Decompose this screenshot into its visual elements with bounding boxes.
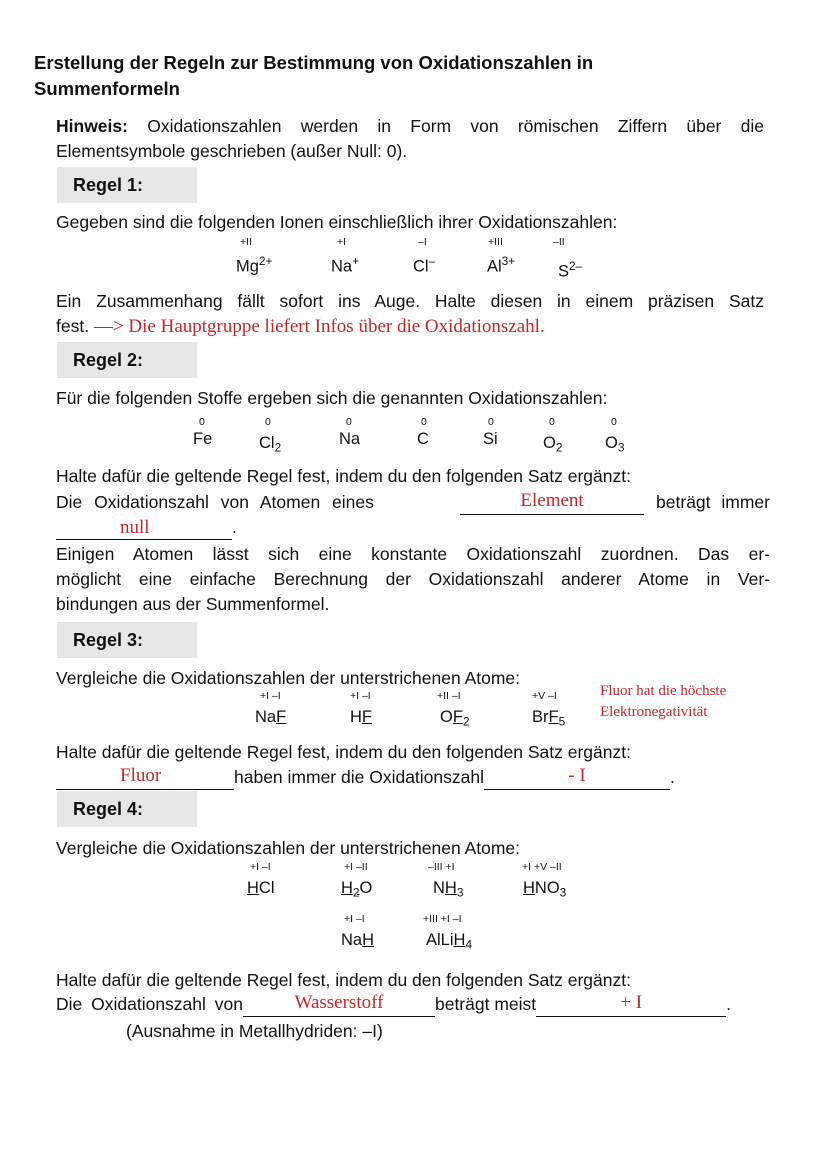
compound-naf: NaF (255, 708, 287, 726)
regel-4-fill-value: + I (536, 992, 726, 1017)
compound-hno3: $HNO_3$ (523, 879, 567, 900)
compound-nah: NaH (341, 931, 375, 949)
regel-4-label: Regel 4: (57, 791, 197, 827)
substance-o3: $O_3$ (605, 434, 625, 455)
regel-2-sentence: Die Oxidationszahl von Atomen eines Element beträgt immer (56, 490, 770, 515)
regel-3-label: Regel 3: (57, 622, 197, 658)
substance-o2: $O_2$ (543, 434, 563, 455)
regel-2-fill-null: null (56, 517, 232, 540)
substance-fe: Fe (193, 430, 213, 448)
substance-cl2: $Cl_2$ (259, 434, 282, 455)
compound-nh3: $NH_3$ (433, 879, 464, 900)
regel-2-rule-intro: Halte dafür die geltende Regel fest, indem du den folgenden Satz ergänzt: (56, 466, 631, 486)
compound-brf5: BrF$_5$ (532, 708, 566, 729)
ion-cl: Cl– (413, 254, 436, 276)
compound-of2: $OF_2$ (440, 708, 470, 729)
regel-4-rule-intro: Halte dafür die geltende Regel fest, indem du den folgenden Satz ergänzt: (56, 970, 631, 990)
regel-1-answer: —> Die Hauptgruppe liefert Infos über die Oxidationszahl. (93, 316, 545, 337)
ion-al: $Al^{3+}$ (487, 254, 516, 276)
substance-c: C (417, 430, 429, 448)
regel-2-paragraph: Einigen Atomen lässt sich eine konstante Oxidationszahl zuordnen. Das er- möglicht eine einfache Berechnung der Oxidationszahl anderer Atome in Ver- bindungen aus der Summenformel. (56, 544, 770, 614)
regel-3-intro: Vergleiche die Oxidationszahlen der unterstrichenen Atome: (56, 668, 521, 688)
regel-4-sentence: Die Oxidationszahl von Wasserstoff beträgt meist + I . (56, 992, 731, 1017)
ion-s: $S^{2-}$ (558, 259, 583, 281)
regel-4-exception: (Ausnahme in Metallhydriden: –I) (126, 1021, 383, 1041)
compound-hcl: HCl (247, 879, 275, 897)
regel-1-text: Ein Zusammenhang fällt sofort ins Auge. Halte diesen in einem präzisen Satz fest. —> Die Hauptgruppe liefert Infos über die Oxidationszahl. (56, 291, 764, 337)
ion-mg: $Mg^{2+}$ (236, 254, 273, 276)
compound-h2o: $H_2O$ (341, 879, 373, 900)
regel-3-fill-value: - I (484, 765, 670, 790)
hint-line1: Hinweis: Oxidationszahlen werden in Form von römischen Ziffern über die (56, 116, 764, 136)
regel-2-intro: Für die folgenden Stoffe ergeben sich die genannten Oxidationszahlen: (56, 388, 608, 408)
substance-na: Na (339, 430, 361, 448)
regel-3-note: Fluor hat die höchste Elektronegativität (600, 683, 727, 720)
regel-4-fill-wasserstoff: Wasserstoff (243, 992, 435, 1017)
hint-paragraph: Hinweis: Oxidationszahlen werden in Form von römischen Ziffern über die Elementsymbole geschrieben (außer Null: 0). (56, 116, 764, 161)
regel-3-rule-intro: Halte dafür die geltende Regel fest, indem du den folgenden Satz ergänzt: (56, 742, 631, 762)
page-title: Erstellung der Regeln zur Bestimmung von Oxidationszahlen in Summenformeln (34, 52, 594, 99)
ion-na: Na+ (331, 254, 360, 276)
regel-3-sentence: Fluor haben immer die Oxidationszahl - I . (56, 765, 675, 790)
compound-hf: HF (350, 708, 373, 726)
compound-allih4: AlLiH$_4$ (426, 931, 473, 952)
substance-si: Si (483, 430, 498, 448)
regel-2-label: Regel 2: (57, 342, 197, 378)
regel-2-fill-element: Element (460, 490, 644, 515)
regel-1-label: Regel 1: (57, 167, 197, 203)
regel-1-intro: Gegeben sind die folgenden Ionen einschließlich ihrer Oxidationszahlen: (56, 212, 618, 232)
regel-3-fill-fluor: Fluor (56, 765, 234, 790)
regel-4-intro: Vergleiche die Oxidationszahlen der unterstrichenen Atome: (56, 838, 521, 858)
